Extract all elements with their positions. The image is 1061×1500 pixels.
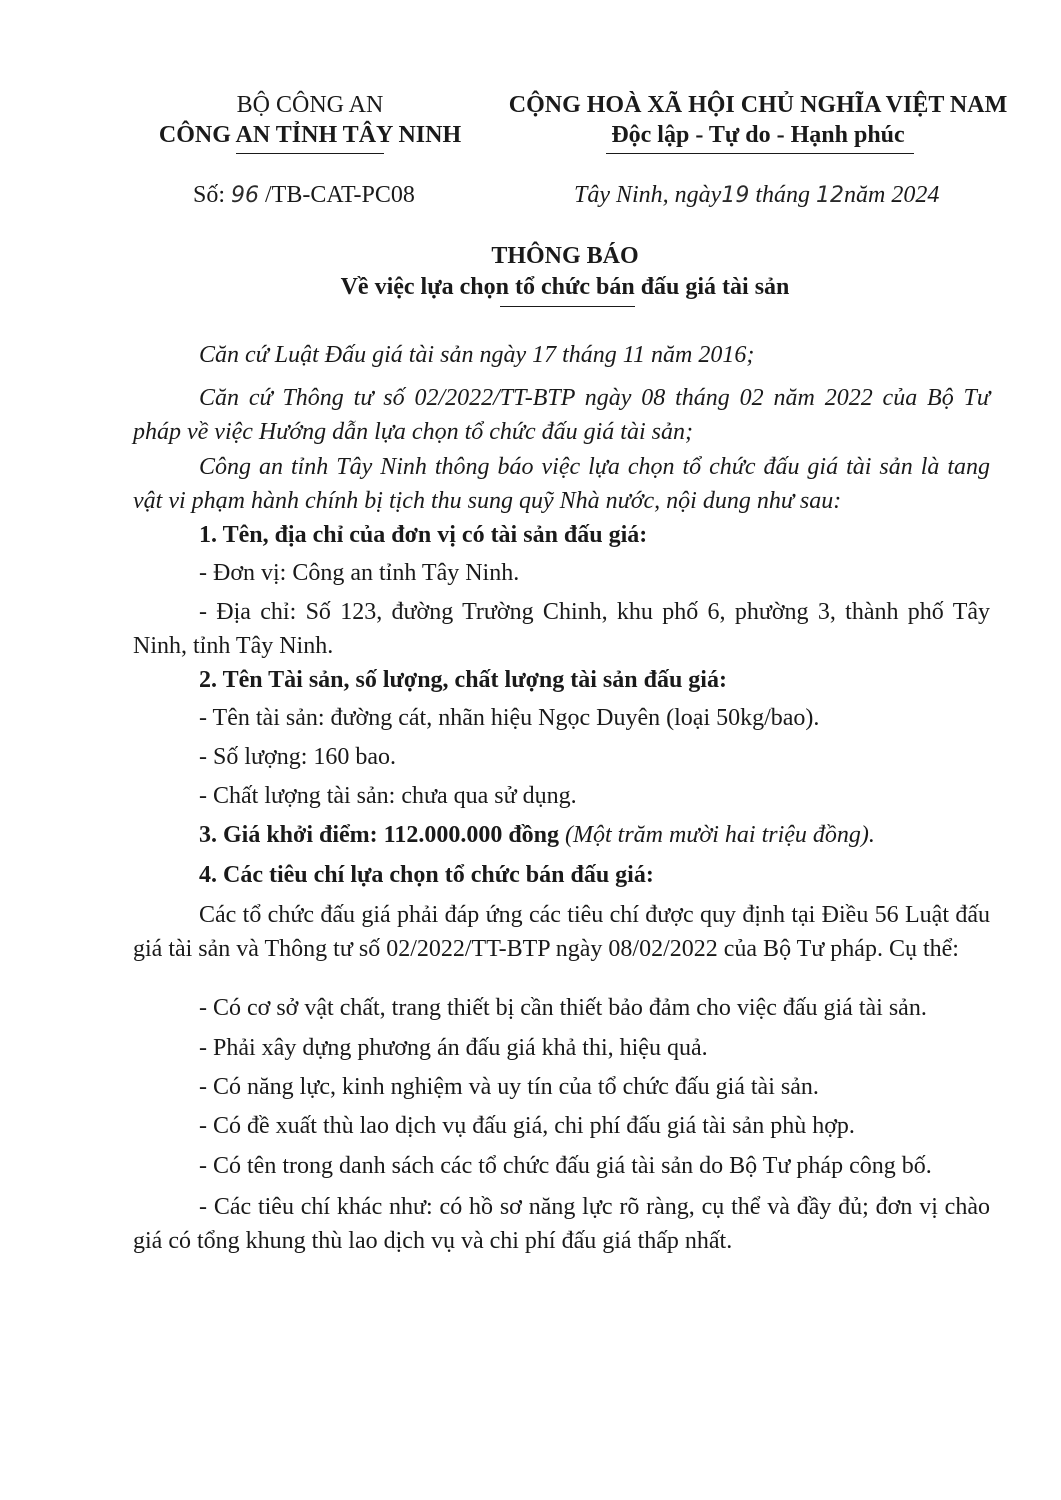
date-place: Tây Ninh, ngày <box>574 182 722 208</box>
section2-heading: 2. Tên Tài sản, số lượng, chất lượng tài sản đấu giá: <box>199 667 727 693</box>
department-name: CÔNG AN TỈNH TÂY NINH <box>158 122 462 148</box>
document-date <box>574 182 939 209</box>
section2-quality: - Chất lượng tài sản: chưa qua sử dụng. <box>199 783 577 809</box>
notice-subtitle: Về việc lựa chọn tổ chức bán đấu giá tài sản <box>340 274 790 300</box>
criterion-item: - Có năng lực, kinh nghiệm và uy tín của tổ chức đấu giá tài sản. <box>199 1074 819 1100</box>
ministry-name: BỘ CÔNG AN <box>236 92 384 118</box>
section1-address: - Địa chỉ: Số 123, đường Trường Chinh, khu phố 6, phường 3, thành phố Tây Ninh, tỉnh Tây Ninh. <box>133 599 990 659</box>
title-underline <box>500 306 635 307</box>
section3-price-in-words: (Một trăm mười hai triệu đồng). <box>559 822 875 848</box>
doc-number-handwritten: 96 <box>231 183 260 208</box>
department-underline <box>236 153 384 154</box>
preamble-law: Căn cứ Luật Đấu giá tài sản ngày 17 tháng 11 năm 2016; <box>199 342 755 368</box>
section1-heading: 1. Tên, địa chỉ của đơn vị có tài sản đấu giá: <box>199 522 648 548</box>
criterion-item: - Có cơ sở vật chất, trang thiết bị cần thiết bảo đảm cho việc đấu giá tài sản. <box>199 995 927 1021</box>
criterion-other: - Các tiêu chí khác như: có hồ sơ năng lực rõ ràng, cụ thể và đầy đủ; đơn vị chào giá có tổng khung thù lao dịch vụ và chi phí đấu giá thấp nhất. <box>133 1194 990 1254</box>
document-number <box>193 182 415 209</box>
section2-asset-name: - Tên tài sản: đường cát, nhãn hiệu Ngọc Duyên (loại 50kg/bao). <box>199 705 820 731</box>
doc-number-prefix: Số: <box>193 182 232 208</box>
motto: Độc lập - Tự do - Hạnh phúc <box>611 122 905 148</box>
preamble-circular: Căn cứ Thông tư số 02/2022/TT-BTP ngày 08 tháng 02 năm 2022 của Bộ Tư pháp về việc Hướng dẫn lựa chọn tổ chức đấu giá tài sản; <box>133 385 990 445</box>
section3-heading: 3. Giá khởi điểm: 112.000.000 đồng <box>199 822 560 848</box>
preamble-announcement: Công an tỉnh Tây Ninh thông báo việc lựa chọn tổ chức đấu giá tài sản là tang vật vi phạm hành chính bị tịch thu sung quỹ Nhà nước, nội dung như sau: <box>133 454 990 514</box>
notice-title: THÔNG BÁO <box>491 243 639 269</box>
section4-heading: 4. Các tiêu chí lựa chọn tổ chức bán đấu giá: <box>199 862 654 888</box>
criterion-item: - Có đề xuất thù lao dịch vụ đấu giá, chi phí đấu giá tài sản phù hợp. <box>199 1113 855 1139</box>
criterion-item: - Có tên trong danh sách các tổ chức đấu giá tài sản do Bộ Tư pháp công bố. <box>199 1153 932 1179</box>
date-month-label: tháng <box>749 182 816 208</box>
doc-number-suffix: /TB-CAT-PC08 <box>259 182 415 208</box>
section3-starting-price <box>199 822 875 849</box>
date-year: năm 2024 <box>844 182 940 208</box>
date-month-handwritten: 12 <box>816 183 844 208</box>
section2-quantity: - Số lượng: 160 bao. <box>199 744 397 770</box>
date-day-handwritten: 19 <box>721 183 750 208</box>
section1-unit: - Đơn vị: Công an tỉnh Tây Ninh. <box>199 560 520 586</box>
country-name: CỘNG HOÀ XÃ HỘI CHỦ NGHĨA VIỆT NAM <box>508 92 1008 118</box>
criterion-item: - Phải xây dựng phương án đấu giá khả thi, hiệu quả. <box>199 1035 708 1061</box>
section4-intro: Các tổ chức đấu giá phải đáp ứng các tiêu chí được quy định tại Điều 56 Luật đấu giá tài sản và Thông tư số 02/2022/TT-BTP ngày 08/02/2022 của Bộ Tư pháp. Cụ thể: <box>133 902 990 962</box>
motto-underline <box>606 153 914 154</box>
